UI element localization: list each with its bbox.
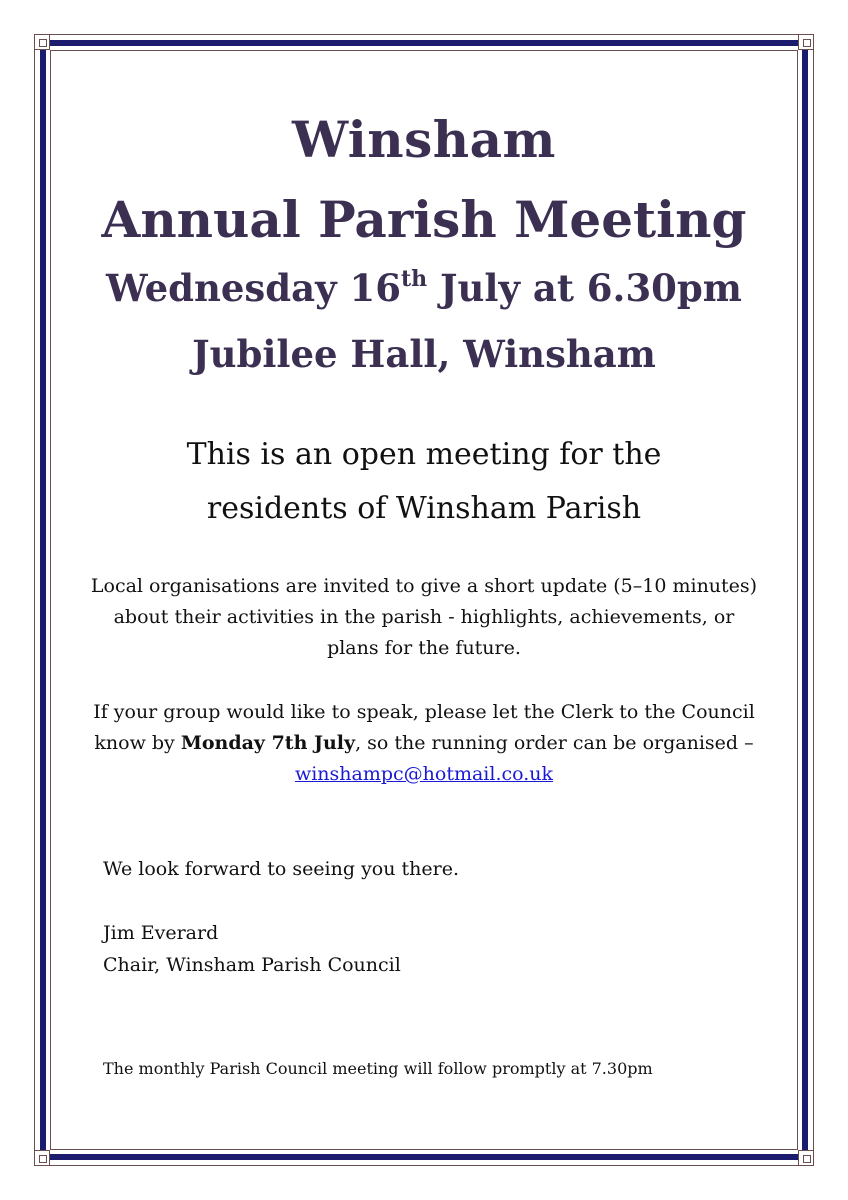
corner-ornament-top-left	[34, 34, 50, 50]
deadline-date: Monday 7th July	[180, 732, 356, 754]
intro-line-1: This is an open meeting for the	[186, 437, 662, 472]
speak-text-start: If your group would like to speak, please let the Clerk to the Council know by	[93, 701, 755, 754]
corner-ornament-bottom-right	[798, 1150, 814, 1166]
date-ordinal-suffix: th	[400, 266, 428, 292]
speak-text-end: , so the running order can be organised –	[355, 732, 754, 754]
meeting-title: Annual Parish Meeting	[101, 190, 747, 249]
signatory-name: Jim Everard	[103, 922, 219, 944]
speaking-request-paragraph	[90, 697, 758, 790]
date-weekday-day: Wednesday 16	[106, 266, 401, 310]
intro-line-2: residents of Winsham Parish	[206, 491, 642, 526]
clerk-email-link[interactable]: winshampc@hotmail.co.uk	[294, 763, 554, 785]
organisations-paragraph: Local organisations are invited to give a short update (5–10 minutes) about their activities in the parish - highlights, achievements, or plans for the future.	[90, 575, 758, 659]
meeting-venue: Jubilee Hall, Winsham	[192, 332, 656, 376]
corner-ornament-top-right	[798, 34, 814, 50]
meeting-date	[60, 266, 788, 310]
town-heading: Winsham	[292, 110, 556, 169]
intro-text	[60, 428, 788, 536]
signatory-role: Chair, Winsham Parish Council	[103, 954, 401, 976]
footer-note: The monthly Parish Council meeting will follow promptly at 7.30pm	[103, 1059, 653, 1078]
corner-ornament-bottom-left	[34, 1150, 50, 1166]
date-month-time: July at 6.30pm	[427, 266, 742, 310]
closing-line: We look forward to seeing you there.	[103, 858, 459, 880]
